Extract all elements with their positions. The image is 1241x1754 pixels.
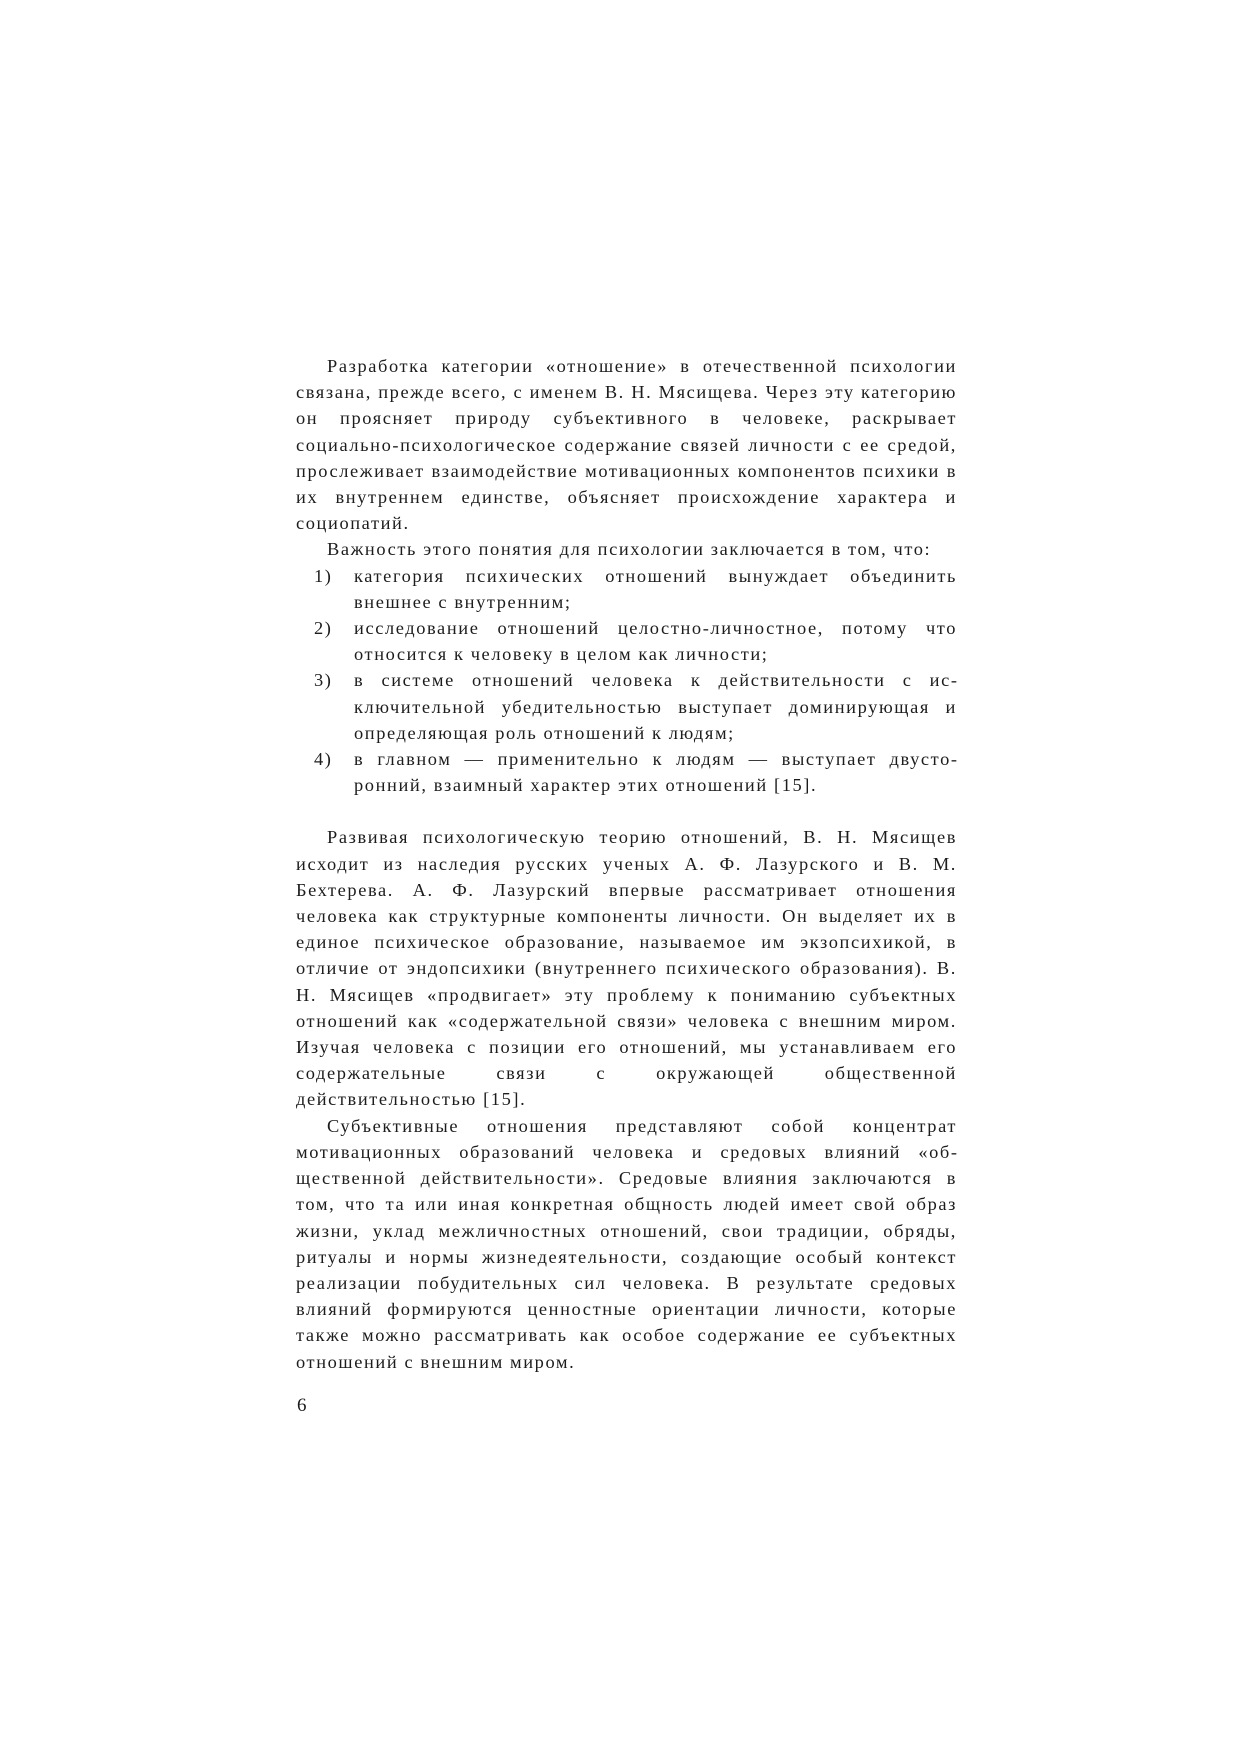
- list-item: [296, 667, 957, 746]
- list-item-number: 1): [314, 565, 333, 586]
- list-item-text: в системе отношений человека к действительности с исключительной убедительностью выступает доминирующая и определяющая роль отношений к людям;: [354, 670, 957, 743]
- paragraph-myasishchev: Развивая психологическую теорию отношений, В. Н. Мясищев исходит из наследия русских ученых А. Ф. Лазурского и В. М. Бехтерева. А. Ф. Лазурский впервые рассматривает отношения человека как структурные компоненты личности. Он выделяет их в единое психическое образование, называемое им экзопсихикой, в отличие от эндопсихики (внутреннего психического образования). В. Н. Мясищев «продвигает» эту проблему к пониманию субъектных отношений как «содержательной связи» человека с внешним миром. Изучая человека с позиции его отношений, мы устанавливаем его содержательные связи с окружающей общественной действительностью [15].: [296, 827, 957, 1110]
- list-item-number: 4): [314, 749, 333, 770]
- list-item: [296, 746, 957, 798]
- list-item: [296, 615, 957, 667]
- list-item: [296, 563, 957, 615]
- paragraph-list-lead: Важность этого понятия для психологии заключается в том, что:: [327, 539, 932, 560]
- page-number: 6: [297, 1395, 307, 1416]
- list-item-text: исследование отношений целостно-личностное, потому что относится к человеку в целом как личности;: [354, 618, 957, 665]
- section-gap: [296, 798, 957, 824]
- list-item-number: 3): [314, 670, 333, 691]
- list-item-text: категория психических отношений вынуждает объединить внешнее с внутренним;: [354, 565, 957, 612]
- page-body: [296, 353, 957, 1375]
- list-item-text: в главном — применительно к людям — выступает двусторонний, взаимный характер этих отношений [15].: [354, 749, 957, 796]
- list-item-number: 2): [314, 618, 333, 639]
- paragraph-intro: Разработка категории «отношение» в отечественной психологии связана, прежде всего, с именем В. Н. Мясищева. Через эту категорию он проясняет природу субъективного в человеке, раскрывает социально-психологическое содержание связей личности с ее средой, прослеживает взаимодействие мотивационных компонентов психики в их внутреннем единстве, объясняет происхождение характера и социопатий.: [296, 356, 957, 534]
- paragraph-subjective-relations: Субъективные отношения представляют собой концентрат мотивационных образований человека и средовых влияний «общественной действительности». Средовые влияния заключаются в том, что та или иная конкретная общность людей имеет свой образ жизни, уклад межличностных отношений, свои традиции, обряды, ритуалы и нормы жизнедеятельности, создающие особый контекст реализации побудительных сил человека. В результате средовых влияний формируются ценностные ориентации личности, которые также можно рассматривать как особое содержание ее субъектных отношений с внешним миром.: [296, 1115, 957, 1372]
- numbered-list: [296, 563, 957, 799]
